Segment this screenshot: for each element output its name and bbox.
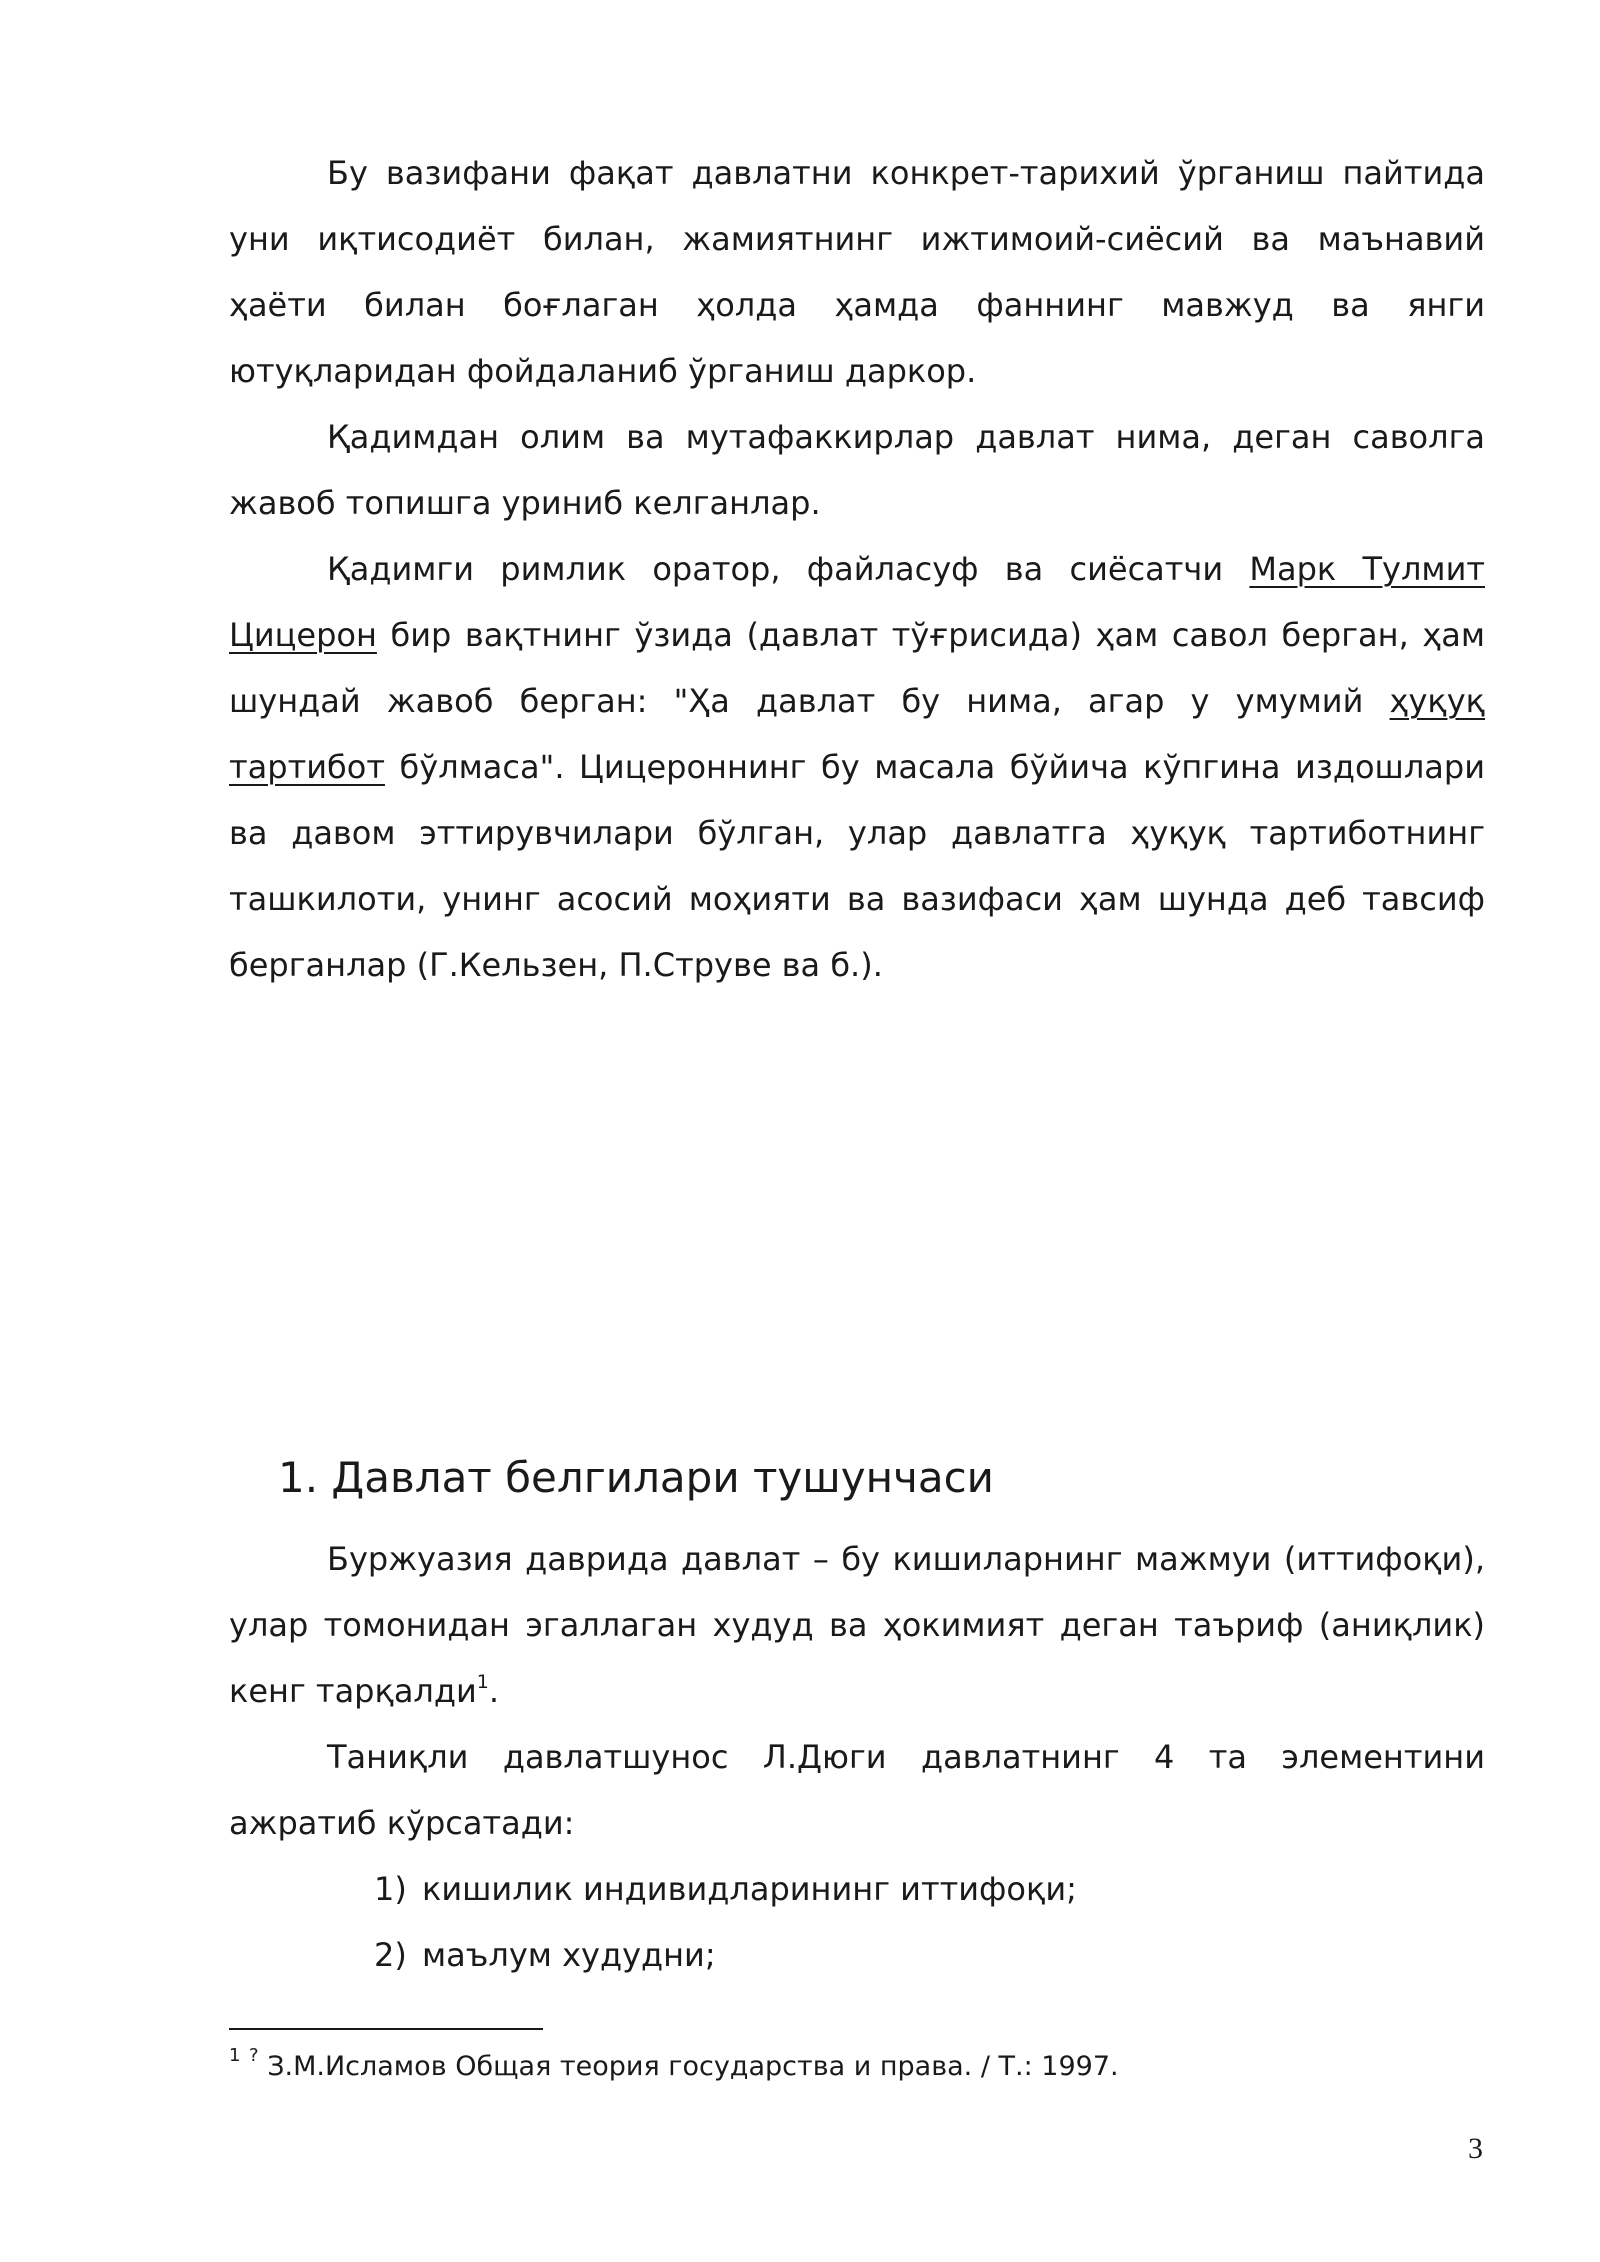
paragraph-duguit: Таниқли давлатшунос Л.Дюги давлатнинг 4 та элементини ажратиб кўрсатади: xyxy=(229,1738,1485,1842)
legal-order-link[interactable]: ҳуқуқ тартибот xyxy=(229,682,1485,786)
body-text-top xyxy=(229,140,1485,998)
footnote-separator xyxy=(229,2028,543,2030)
paragraph-bourgeois-definition xyxy=(229,1526,1485,1724)
list-item-text: маълум худудни; xyxy=(422,1936,716,1974)
paragraph-ancient-scholars: Қадимдан олим ва мутафаккирлар давлат нима, деган саволга жавоб топишга уриниб келганлар. xyxy=(229,418,1485,522)
list-item-text: кишилик индивидларининг иттифоқи; xyxy=(422,1870,1077,1908)
section-heading: 1. Давлат белгилари тушунчаси xyxy=(278,1453,994,1502)
cicero-text-part3: бўлмаса". Цицероннинг бу масала бўйича кўпгина издошлари ва давом эттирувчилари бўлган, улар давлатга ҳуқуқ тартиботнинг ташкилоти, унинг асосий моҳияти ва вазифаси ҳам шунда деб тавсиф берганлар (Г.Кельзен, П.Струве ва б.). xyxy=(229,748,1485,984)
footnote xyxy=(229,2036,1119,2087)
list-item xyxy=(374,1856,1077,1922)
definition-tail: . xyxy=(488,1672,500,1710)
footnote-qmark: ? xyxy=(249,2045,259,2066)
footnote-mark: 1 xyxy=(229,2045,241,2066)
cicero-text-part2: бир вақтнинг ўзида (давлат тўғрисида) ҳам савол берган, ҳам шундай жавоб берган: "Ҳа давлат бу нима, агар у умумий xyxy=(229,616,1485,720)
footnote-text: З.М.Исламов Общая теория государства и права. / Т.: 1997. xyxy=(258,2051,1119,2082)
list-item-number: 2) xyxy=(374,1936,407,1974)
cicero-text-part1: Қадимги римлик оратор, файласуф ва сиёсатчи xyxy=(327,550,1250,588)
paragraph-task-study: Бу вазифани фақат давлатни конкрет-тарихий ўрганиш пайтида уни иқтисодиёт билан, жамиятнинг ижтимоий-сиёсий ва маънавий ҳаёти билан боғлаган ҳолда ҳамда фаннинг мавжуд ва янги ютуқларидан фойдаланиб ўрганиш даркор. xyxy=(229,154,1485,390)
list-item-number: 1) xyxy=(374,1870,407,1908)
paragraph-cicero xyxy=(229,536,1485,998)
footnote-reference[interactable]: 1 xyxy=(476,1671,489,1693)
list-item xyxy=(374,1922,716,1988)
page-number: 3 xyxy=(1468,2132,1483,2165)
cicero-name-link[interactable]: Марк Тулмит Цицерон xyxy=(229,550,1486,654)
definition-text: Буржуазия даврида давлат – бу кишиларнинг мажмуи (иттифоқи), улар томонидан эгаллаган худуд ва ҳокимият деган таъриф (аниқлик) кенг тарқалди xyxy=(229,1540,1485,1710)
body-text-section xyxy=(229,1526,1485,1856)
